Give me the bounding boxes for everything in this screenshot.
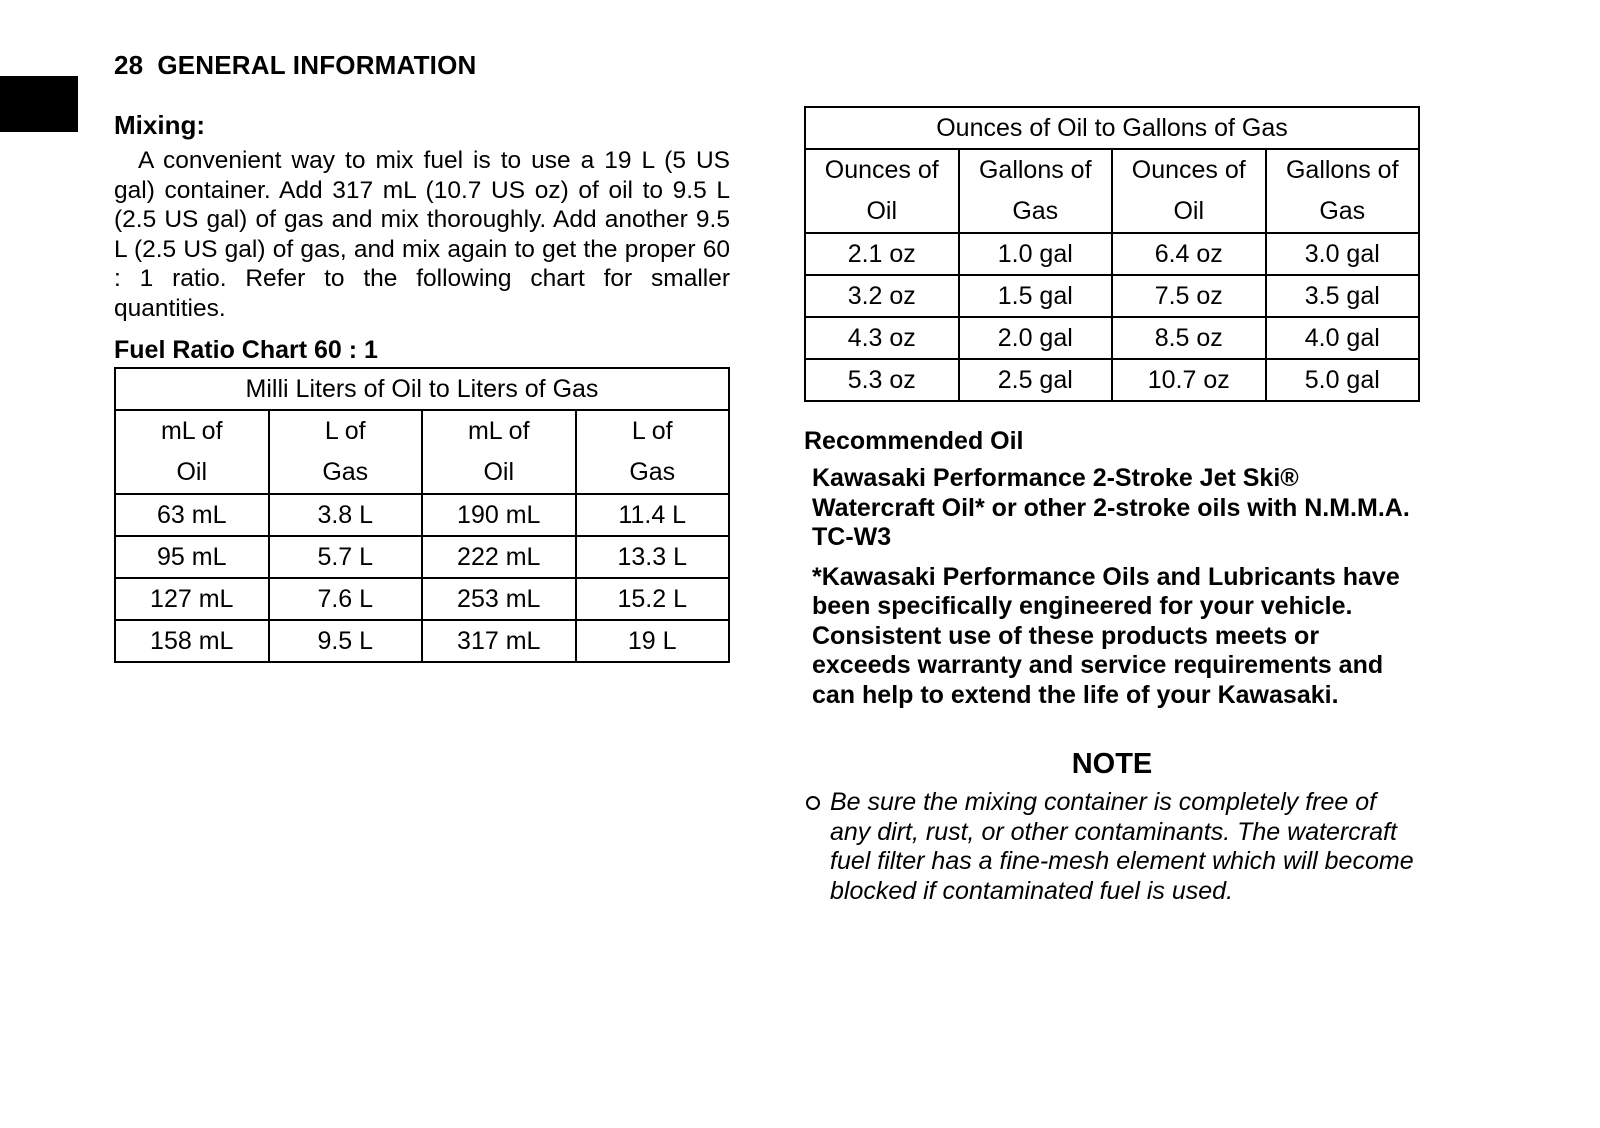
table-cell: 8.5 oz <box>1112 317 1266 359</box>
table-row <box>115 578 729 620</box>
table-row <box>805 317 1419 359</box>
fuel-ratio-chart-title: Fuel Ratio Chart 60 : 1 <box>114 336 378 364</box>
section-tab-marker <box>0 76 78 132</box>
table-cell: 5.0 gal <box>1266 359 1420 401</box>
metric-col-header: mL of Oil <box>115 410 269 494</box>
mixing-paragraph: A convenient way to mix fuel is to use a 19 L (5 US gal) container. Add 317 mL (10.7 US oz) of oil to 9.5 L (2.5 US gal) of gas and mix thoroughly. Add another 9.5 L (2.5 US gal) of gas, and mix again to get the proper 60 : 1 ratio. Refer to the following chart for smaller quantities. <box>114 147 730 322</box>
note-title: NOTE <box>1071 748 1153 780</box>
table-cell: 2.0 gal <box>959 317 1113 359</box>
us-col-header: Gallons of Gas <box>959 149 1113 233</box>
table-row <box>805 233 1419 275</box>
table-cell: 5.3 oz <box>805 359 959 401</box>
recommended-oil-footnote: *Kawasaki Performance Oils and Lubricants have been specifically engineered for your vehicle. Consistent use of these products meets or exceeds warranty and service requirements and can help to extend the life of your Kawasaki. <box>812 562 1400 709</box>
table-cell: 190 mL <box>422 494 576 536</box>
table-cell: 5.7 L <box>269 536 423 578</box>
table-cell: 7.5 oz <box>1112 275 1266 317</box>
metric-col-header: mL of Oil <box>422 410 576 494</box>
note-text: Be sure the mixing container is completely free of any dirt, rust, or other contaminants. The watercraft fuel filter has a fine-mesh element which will become blocked if contaminated fuel is used. <box>830 788 1414 905</box>
page-number: 28 <box>114 50 144 80</box>
recommended-oil-heading: Recommended Oil <box>804 427 1024 455</box>
recommended-oil-product: Kawasaki Performance 2-Stroke Jet Ski® Watercraft Oil* or other 2-stroke oils with N.M.M.A. TC-W3 <box>812 464 1410 551</box>
table-cell: 4.3 oz <box>805 317 959 359</box>
us-fuel-table <box>804 106 1420 402</box>
table-row <box>805 359 1419 401</box>
table-cell: 158 mL <box>115 620 269 662</box>
us-col-header: Ounces of Oil <box>805 149 959 233</box>
table-row <box>115 620 729 662</box>
table-cell: 1.0 gal <box>959 233 1113 275</box>
table-cell: 253 mL <box>422 578 576 620</box>
page-title: GENERAL INFORMATION <box>157 50 477 80</box>
table-row <box>805 275 1419 317</box>
table-cell: 2.5 gal <box>959 359 1113 401</box>
left-column <box>114 108 730 663</box>
metric-fuel-table <box>114 367 730 663</box>
mixing-heading: Mixing: <box>114 110 205 140</box>
table-cell: 13.3 L <box>576 536 730 578</box>
metric-col-header: L of Gas <box>269 410 423 494</box>
table-cell: 317 mL <box>422 620 576 662</box>
right-column <box>804 106 1420 906</box>
table-row <box>115 494 729 536</box>
circle-bullet-icon <box>806 796 820 810</box>
table-cell: 6.4 oz <box>1112 233 1266 275</box>
table-cell: 19 L <box>576 620 730 662</box>
table-cell: 1.5 gal <box>959 275 1113 317</box>
note-item <box>804 788 1420 906</box>
table-cell: 15.2 L <box>576 578 730 620</box>
table-row <box>115 536 729 578</box>
table-cell: 3.2 oz <box>805 275 959 317</box>
table-cell: 222 mL <box>422 536 576 578</box>
table-cell: 9.5 L <box>269 620 423 662</box>
metric-table-caption: Milli Liters of Oil to Liters of Gas <box>115 368 729 410</box>
table-cell: 127 mL <box>115 578 269 620</box>
us-col-header: Gallons of Gas <box>1266 149 1420 233</box>
us-table-caption: Ounces of Oil to Gallons of Gas <box>805 107 1419 149</box>
table-cell: 3.5 gal <box>1266 275 1420 317</box>
table-cell: 4.0 gal <box>1266 317 1420 359</box>
metric-col-header: L of Gas <box>576 410 730 494</box>
table-cell: 3.8 L <box>269 494 423 536</box>
table-cell: 2.1 oz <box>805 233 959 275</box>
page-header <box>114 50 477 81</box>
table-cell: 63 mL <box>115 494 269 536</box>
table-cell: 7.6 L <box>269 578 423 620</box>
table-cell: 95 mL <box>115 536 269 578</box>
table-cell: 10.7 oz <box>1112 359 1266 401</box>
table-cell: 11.4 L <box>576 494 730 536</box>
us-col-header: Ounces of Oil <box>1112 149 1266 233</box>
table-cell: 3.0 gal <box>1266 233 1420 275</box>
